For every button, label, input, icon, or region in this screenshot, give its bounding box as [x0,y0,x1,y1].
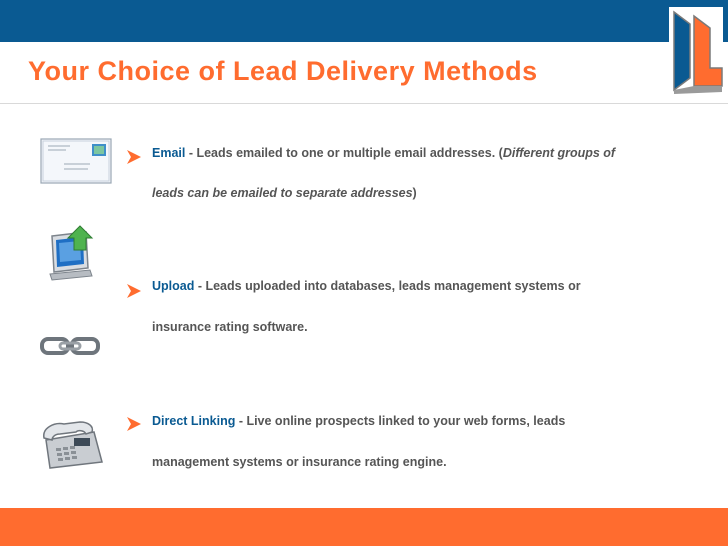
email-note: Different groups of [502,146,616,160]
title-divider [0,103,728,104]
lead-company-logo-icon [668,6,724,98]
email-description: - Leads emailed to one or multiple email addresses. ( [185,146,503,160]
email-term: Email [152,146,186,160]
email-note-close: ) [412,186,417,200]
arrow-bullet-icon [126,282,142,300]
upload-description: - Leads uploaded into databases, leads management systems or [194,279,581,293]
computer-upload-icon [46,222,108,282]
page-title: Your Choice of Lead Delivery Methods [28,56,538,86]
direct-linking-description-continued: management systems or insurance rating engine. [152,455,447,469]
upload-line-2 [152,320,308,334]
upload-line-1 [152,279,581,293]
email-note-continued: leads can be emailed to separate addresses [152,186,413,200]
upload-term: Upload [152,279,195,293]
email-envelope-icon [40,138,112,184]
arrow-bullet-icon [126,415,142,433]
header-bar [0,0,728,42]
direct-linking-description: - Live online prospects linked to your web forms, leads [235,414,566,428]
email-line-2 [152,186,417,200]
direct-linking-line-2 [152,455,447,469]
direct-linking-term: Direct Linking [152,414,236,428]
arrow-bullet-icon [126,148,142,166]
telephone-icon [40,418,106,470]
upload-description-continued: insurance rating software. [152,320,308,334]
chain-link-icon [40,335,100,357]
footer-bar [0,508,728,546]
direct-linking-line-1 [152,414,565,428]
email-line-1 [152,146,615,160]
